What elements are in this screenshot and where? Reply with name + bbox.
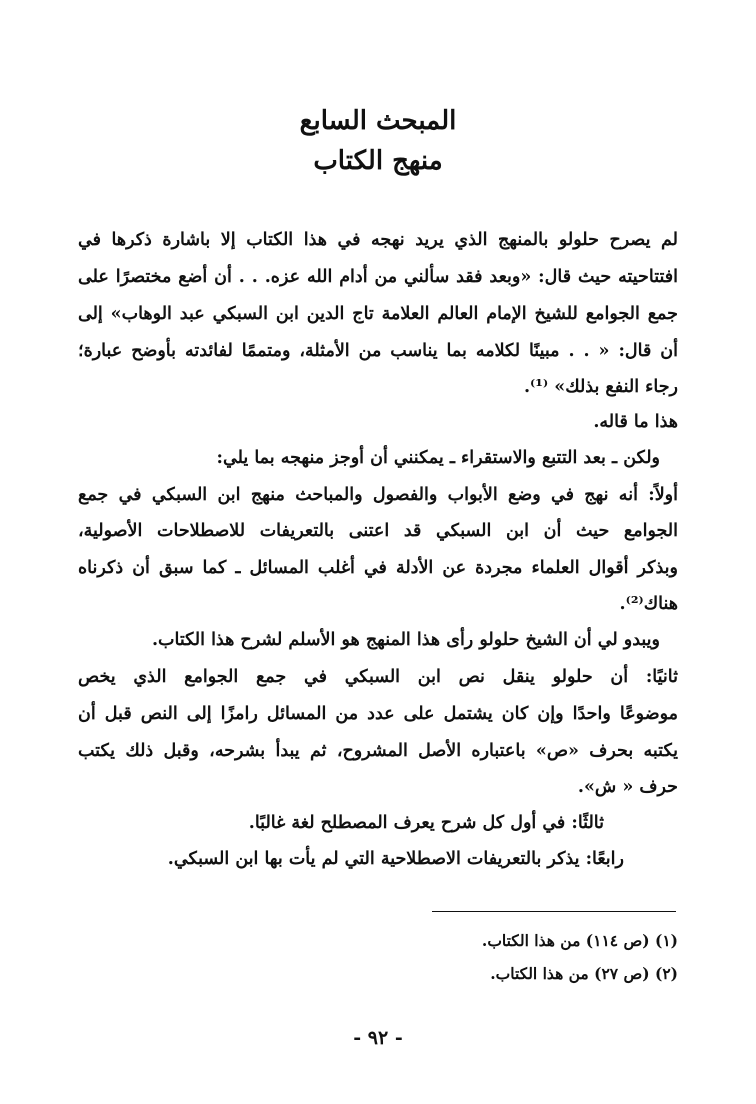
section-title: المبحث السابع	[299, 106, 457, 136]
body-line: ولكن ـ بعد التتبع والاستقراء ـ يمكنني أن أوجز منهجه بما يلي:	[216, 448, 660, 468]
body-line: لم يصرح حلولو بالمنهج الذي يريد نهجه في هذا الكتاب إلا باشارة ذكرها في	[78, 230, 678, 250]
body-line: ثالثًا: في أول كل شرح يعرف المصطلح لغة غالبًا.	[248, 813, 604, 833]
page-number: - ٩٢ -	[353, 1027, 403, 1049]
body-line: جمع الجوامع للشيخ الإمام العالم العلامة تاج الدين ابن السبكي عبد الوهاب» إلى	[78, 304, 678, 324]
body-line: رابعًا: يذكر بالتعريفات الاصطلاحية التي لم يأت بها ابن السبكي.	[167, 849, 624, 869]
body-line: الجوامع حيث أن ابن السبكي قد اعتنى بالتعريفات للاصطلاحات الأصولية،	[78, 521, 678, 541]
section-subtitle: منهج الكتاب	[313, 146, 443, 176]
body-line: هناك⁽²⁾.	[619, 594, 678, 614]
body-line: رجاء النفع بذلك» ⁽¹⁾.	[523, 377, 678, 397]
body-line: يكتبه بحرف «ص» باعتباره الأصل المشروح، ثم يبدأ بشرحه، وقبل ذلك يكتب	[78, 741, 678, 761]
footnote-separator	[432, 911, 676, 912]
footnote: (١) (ص ١١٤) من هذا الكتاب.	[481, 931, 678, 950]
footnote: (٢) (ص ٢٧) من هذا الكتاب.	[490, 964, 678, 983]
body-line: هذا ما قاله.	[593, 412, 678, 432]
body-line: موضوعًا واحدًا وإن كان يشتمل على عدد من المسائل رامزًا إلى النص قبل أن	[78, 704, 678, 724]
body-line: أن قال: « . . مبينًا لكلامه بما يناسب من الأمثلة، ومتممًا لفائدته بأوضح عبارة؛	[78, 341, 678, 361]
body-line: أولاً: أنه نهج في وضع الأبواب والفصول والمباحث منهج ابن السبكي في جمع	[78, 485, 678, 505]
body-line: افتتاحيته حيث قال: «وبعد فقد سألني من أدام الله عزه. . . أن أضع مختصرًا على	[78, 267, 678, 287]
body-line: حرف « ش».	[577, 777, 678, 797]
body-line: ثانيًا: أن حلولو ينقل نص ابن السبكي في جمع الجوامع الذي يخص	[78, 667, 678, 687]
body-line: وبذكر أقوال العلماء مجردة عن الأدلة في أغلب المسائل ـ كما سبق أن ذكرناه	[78, 558, 678, 578]
body-line: ويبدو لي أن الشيخ حلولو رأى هذا المنهج هو الأسلم لشرح هذا الكتاب.	[151, 630, 660, 650]
